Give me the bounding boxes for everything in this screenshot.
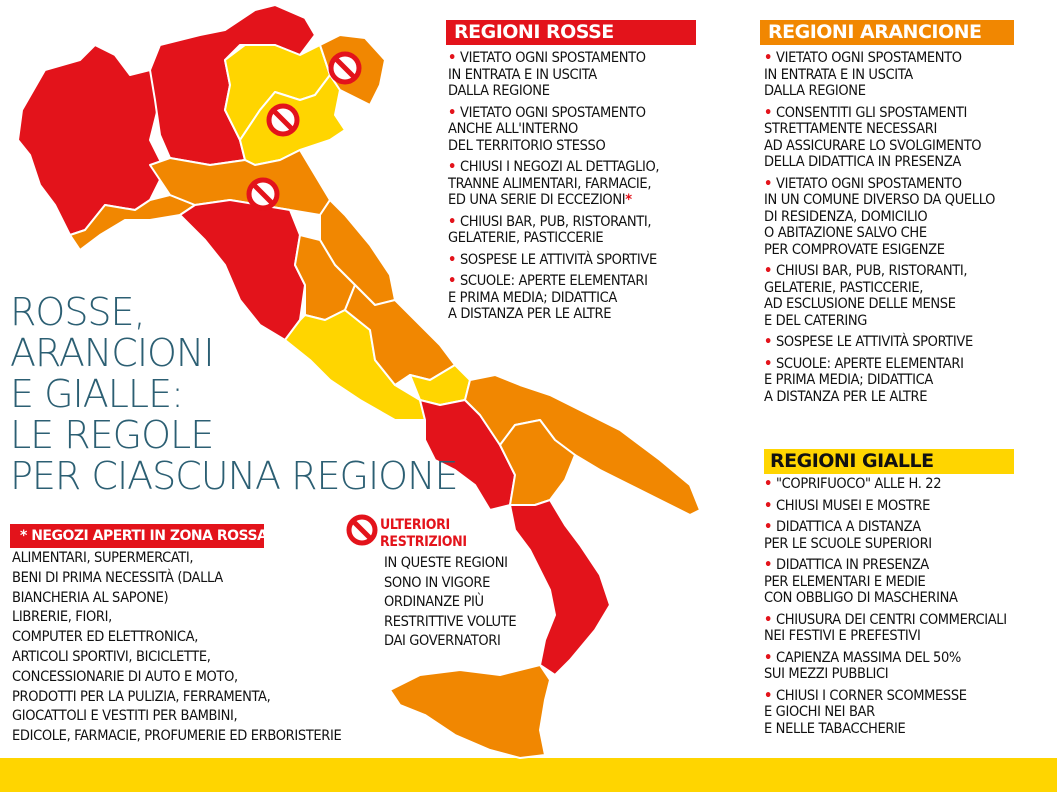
list-item xyxy=(764,105,1054,171)
rule-text: "COPRIFUOCO" ALLE H. 22 xyxy=(776,476,942,492)
bullet-icon: • xyxy=(764,687,772,704)
bullet-icon: • xyxy=(448,50,456,66)
rule-text: CHIUSI BAR, PUB, RISTORANTI, GELATERIE, PASTICCERIE, AD ESCLUSIONE DELLE MENSE E DEL CATERING xyxy=(764,263,968,329)
title-line: PER CIASCUNA REGIONE xyxy=(10,454,458,498)
list-item xyxy=(448,252,738,269)
rule-text: CHIUSI I NEGOZI AL DETTAGLIO, TRANNE ALIMENTARI, FARMACIE, ED UNA SERIE DI ECCEZIONI xyxy=(448,159,660,208)
list-item xyxy=(764,476,1054,493)
heading-regioni-arancione: REGIONI ARANCIONE xyxy=(760,20,1014,45)
rule-text: DIDATTICA IN PRESENZA PER ELEMENTARI E MEDIE CON OBBLIGO DI MASCHERINA xyxy=(764,557,958,606)
main-title xyxy=(10,290,458,498)
rule-text: CAPIENZA MASSIMA DEL 50% SUI MEZZI PUBBLICI xyxy=(764,649,961,682)
title-line: LE REGOLE xyxy=(10,413,214,457)
list-regioni-arancione xyxy=(764,50,1054,410)
list-item xyxy=(764,650,1054,683)
rule-text: CHIUSI I CORNER SCOMMESSE E GIOCHI NEI BAR E NELLE TABACCHERIE xyxy=(764,687,967,737)
bullet-icon: • xyxy=(764,557,772,573)
title-line: E GIALLE: xyxy=(10,372,183,416)
rule-text: VIETATO OGNI SPOSTAMENTO IN ENTRATA E IN USCITA DALLA REGIONE xyxy=(764,50,962,99)
title-line: ROSSE, xyxy=(10,290,145,334)
ulteriori-title: ULTERIORI RESTRIZIONI xyxy=(380,517,467,550)
list-item xyxy=(448,214,738,247)
bullet-icon: • xyxy=(764,519,772,535)
bullet-icon: • xyxy=(764,334,772,350)
list-item xyxy=(764,688,1054,738)
list-item xyxy=(448,159,738,209)
bullet-icon: • xyxy=(764,476,772,492)
bullet-icon: • xyxy=(764,497,772,514)
rule-text: DIDATTICA A DISTANZA PER LE SCUOLE SUPERIORI xyxy=(764,519,932,552)
ulteriori-body: IN QUESTE REGIONI SONO IN VIGORE ORDINANZE PIÙ RESTRITTIVE VOLUTE DAI GOVERNATORI xyxy=(384,555,517,649)
bullet-icon: • xyxy=(448,213,456,230)
list-item xyxy=(764,176,1054,259)
bullet-icon: • xyxy=(764,649,772,666)
rule-text: SCUOLE: APERTE ELEMENTARI E PRIMA MEDIA; DIDATTICA A DISTANZA PER LE ALTRE xyxy=(764,355,964,405)
rule-text: CHIUSI BAR, PUB, RISTORANTI, GELATERIE, PASTICCERIE xyxy=(448,213,652,246)
heading-regioni-rosse: REGIONI ROSSE xyxy=(446,20,696,45)
bullet-icon: • xyxy=(448,251,456,268)
list-item xyxy=(764,519,1054,552)
list-regioni-rosse xyxy=(448,50,738,328)
list-item xyxy=(764,263,1054,329)
bullet-icon: • xyxy=(764,50,772,66)
asterisk-mark: * xyxy=(625,192,632,208)
list-item xyxy=(764,557,1054,607)
negozi-list-text: ALIMENTARI, SUPERMERCATI, BENI DI PRIMA NECESSITÀ (DALLA BIANCHERIA AL SAPONE) LIBRERIE, FIORI, COMPUTER ED ELETTRONICA, ARTICOLI SPORTIVI, BICICLETTE, CONCESSIONARIE DI AUTO E MOTO, PRODOTTI PER LA PULIZIA, FERRAMENTA, GIOCATTOLI E VESTITI PER BAMBINI, EDICOLE, FARMACIE, PROFUMERIE ED ERBORISTERIE xyxy=(12,550,342,745)
bullet-icon: • xyxy=(764,263,772,279)
bullet-icon: • xyxy=(448,159,456,175)
rule-text: SOSPESE LE ATTIVITÀ SPORTIVE xyxy=(776,334,973,350)
rule-text: CHIUSURA DEI CENTRI COMMERCIALI NEI FESTIVI E PREFESTIVI xyxy=(764,611,1007,644)
rule-text: VIETATO OGNI SPOSTAMENTO ANCHE ALL'INTERNO DEL TERRITORIO STESSO xyxy=(448,104,646,154)
list-item xyxy=(764,612,1054,645)
bullet-icon: • xyxy=(764,611,772,628)
list-item xyxy=(764,334,1054,351)
rule-text: VIETATO OGNI SPOSTAMENTO IN UN COMUNE DIVERSO DA QUELLO DI RESIDENZA, DOMICILIO O ABITAZIONE SALVO CHE PER COMPROVATE ESIGENZE xyxy=(764,175,996,258)
bullet-icon: • xyxy=(764,355,772,372)
bullet-icon: • xyxy=(764,104,772,121)
no-entry-icon xyxy=(346,514,378,546)
bullet-icon: • xyxy=(764,175,772,192)
bullet-icon: • xyxy=(448,104,456,121)
list-item xyxy=(764,356,1054,406)
rule-text: CHIUSI MUSEI E MOSTRE xyxy=(776,497,931,514)
list-item xyxy=(764,50,1054,100)
rule-text: SOSPESE LE ATTIVITÀ SPORTIVE xyxy=(460,251,657,268)
list-regioni-gialle xyxy=(764,476,1054,742)
list-item xyxy=(448,273,738,323)
heading-negozi-aperti: * NEGOZI APERTI IN ZONA ROSSA xyxy=(10,524,264,548)
list-item xyxy=(448,50,738,100)
rule-text: SCUOLE: APERTE ELEMENTARI E PRIMA MEDIA; DIDATTICA A DISTANZA PER LE ALTRE xyxy=(448,273,648,322)
list-item xyxy=(448,105,738,155)
list-item xyxy=(764,498,1054,515)
rule-text: VIETATO OGNI SPOSTAMENTO IN ENTRATA E IN USCITA DALLA REGIONE xyxy=(448,50,646,99)
bullet-icon: • xyxy=(448,273,456,289)
title-line: ARANCIONI xyxy=(10,331,214,375)
heading-regioni-gialle: REGIONI GIALLE xyxy=(764,449,1014,474)
rule-text: CONSENTITI GLI SPOSTAMENTI STRETTAMENTE NECESSARI AD ASSICURARE LO SVOLGIMENTO DELLA DIDATTICA IN PRESENZA xyxy=(764,104,982,170)
